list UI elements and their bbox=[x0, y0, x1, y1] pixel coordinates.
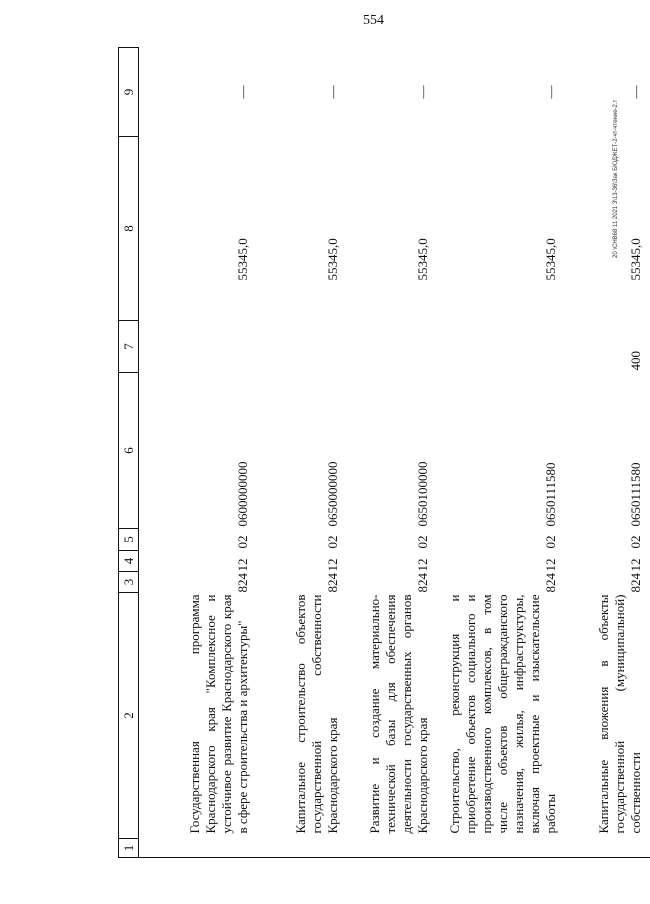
header-col-7: 7 bbox=[119, 321, 139, 373]
row-csr: 0600000000 bbox=[235, 461, 250, 527]
row-vr bbox=[139, 321, 258, 373]
budget-table bbox=[118, 47, 650, 858]
row-col9: — bbox=[235, 85, 250, 99]
header-col-4: 4 bbox=[119, 551, 139, 572]
row-amount: 55345,0 bbox=[415, 238, 430, 281]
row-rz: 12 bbox=[415, 558, 430, 572]
row-grbs: 824 bbox=[543, 573, 558, 593]
side-code-text: 20 \CHB68 11 2021 3\13-36\Зак БЮДЖЕТ-2-чт-чтение-2.т bbox=[613, 99, 619, 258]
row-grbs: 824 bbox=[415, 573, 430, 593]
row-index-cell bbox=[257, 839, 347, 858]
table-row bbox=[565, 48, 650, 858]
table-row bbox=[347, 48, 437, 858]
row-index-cell bbox=[139, 839, 258, 858]
row-grbs: 824 bbox=[628, 573, 643, 593]
header-col-5: 5 bbox=[119, 529, 139, 551]
header-col-6: 6 bbox=[119, 373, 139, 529]
row-vr: 400 bbox=[628, 351, 643, 371]
row-pr: 02 bbox=[235, 535, 250, 549]
header-col-1: 1 bbox=[119, 839, 139, 858]
row-rz: 12 bbox=[543, 558, 558, 572]
row-col9: — bbox=[628, 85, 643, 99]
table-row bbox=[139, 48, 258, 858]
row-name: Государственная программа Краснодарского края "Комплексное и устойчивое развитие Краснодарского края в сфере строительства и архитектуры" bbox=[187, 594, 250, 834]
header-col-3: 3 bbox=[119, 572, 139, 593]
row-name: Капитальное строительство объектов государственной собственности Краснодарского края bbox=[293, 594, 340, 834]
row-grbs: 824 bbox=[235, 573, 250, 593]
header-col-8: 8 bbox=[119, 137, 139, 321]
row-col9: — bbox=[415, 85, 430, 99]
row-vr bbox=[347, 321, 437, 373]
row-rz: 12 bbox=[235, 558, 250, 572]
table-row bbox=[437, 48, 565, 858]
row-vr bbox=[257, 321, 347, 373]
row-index-cell bbox=[437, 839, 565, 858]
row-index-cell bbox=[565, 839, 650, 858]
row-grbs: 824 bbox=[325, 573, 340, 593]
header-col-2: 2 bbox=[119, 593, 139, 839]
row-index-cell bbox=[347, 839, 437, 858]
row-pr: 02 bbox=[415, 535, 430, 549]
row-col9: — bbox=[543, 85, 558, 99]
row-amount: 55345,0 bbox=[628, 238, 643, 281]
row-amount: 55345,0 bbox=[325, 238, 340, 281]
header-row bbox=[119, 48, 139, 858]
row-pr: 02 bbox=[543, 535, 558, 549]
row-name: Развитие и создание материально-технической базы для обеспечения деятельности государственных органов Краснодарского края bbox=[367, 594, 430, 834]
row-amount: 55345,0 bbox=[235, 238, 250, 281]
row-vr bbox=[437, 321, 565, 373]
row-col9: — bbox=[325, 85, 340, 99]
row-csr: 0650000000 bbox=[325, 461, 340, 527]
row-csr: 0650111580 bbox=[543, 462, 558, 527]
row-csr: 0650100000 bbox=[415, 461, 430, 527]
row-rz: 12 bbox=[628, 558, 643, 572]
row-amount: 55345,0 bbox=[543, 238, 558, 281]
row-pr: 02 bbox=[628, 535, 643, 549]
header-col-9: 9 bbox=[119, 48, 139, 137]
row-pr: 02 bbox=[325, 535, 340, 549]
row-name: Капитальные вложения в объекты государственной (муниципальной) собственности bbox=[596, 594, 643, 834]
row-csr: 0650111580 bbox=[628, 462, 643, 527]
page-number: 554 bbox=[363, 13, 384, 28]
row-rz: 12 bbox=[325, 558, 340, 572]
table-row bbox=[257, 48, 347, 858]
row-name: Строительство, реконструкция и приобретение объектов социального и производственного комплексов, в том числе объектов общегражданского назначения, жилья, инфраструктуры, включая проектные и изыскательские работы bbox=[447, 594, 558, 834]
